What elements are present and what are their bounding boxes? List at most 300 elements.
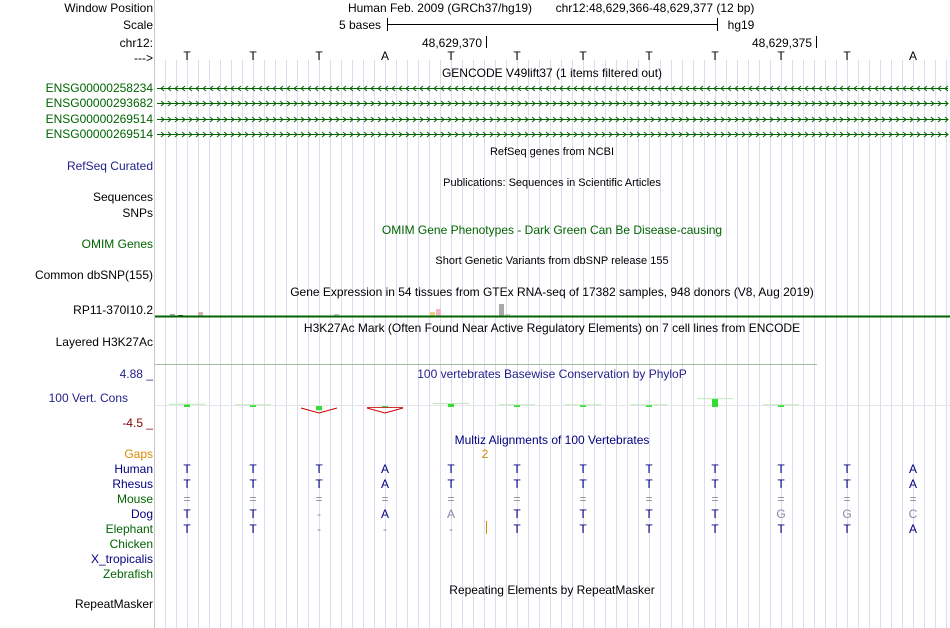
alignment-base: T [579,522,587,536]
gtex-bar [430,312,435,316]
strand-chevron [329,101,332,106]
strand-chevron [595,117,598,122]
strand-chevron [385,132,388,137]
strand-chevron [469,132,472,137]
strand-chevron [378,86,381,91]
strand-chevron [245,132,248,137]
strand-chevron [630,101,633,106]
species-label[interactable]: Human [114,462,153,476]
strand-chevron [189,86,192,91]
strand-chevron [889,132,892,137]
strand-chevron [413,132,416,137]
strand-chevron [938,86,941,91]
strand-chevron [399,86,402,91]
gencode-gene-1[interactable]: ENSG00000258234 [45,81,153,95]
strand-chevron [315,86,318,91]
strand-chevron [483,132,486,137]
strand-chevron [532,86,535,91]
strand-chevron [511,86,514,91]
strand-chevron [504,86,507,91]
refseq-label[interactable]: RefSeq Curated [66,159,153,173]
strand-chevron [259,86,262,91]
strand-chevron [805,101,808,106]
alignment-base: G [776,507,786,521]
repeatmasker-label[interactable]: RepeatMasker [74,597,153,611]
strand-chevron [875,117,878,122]
strand-chevron [798,86,801,91]
strand-chevron [679,132,682,137]
gencode-title: GENCODE V49lift37 (1 items filtered out) [441,66,663,80]
strand-chevron [357,101,360,106]
strand-chevron [847,101,850,106]
alignment-base: = [579,492,587,506]
strand-chevron [749,132,752,137]
strand-chevron [651,101,654,106]
strand-chevron [476,86,479,91]
strand-chevron [301,117,304,122]
strand-chevron [525,132,528,137]
strand-chevron [735,132,738,137]
strand-chevron [539,101,542,106]
species-label[interactable]: Mouse [116,492,153,506]
strand-chevron [406,86,409,91]
strand-chevron [623,117,626,122]
strand-chevron [357,117,360,122]
strand-chevron [581,132,584,137]
strand-chevron [581,101,584,106]
strand-chevron [868,101,871,106]
strand-chevron [371,101,374,106]
reference-base: T [579,49,587,63]
strand-chevron [287,86,290,91]
strand-chevron [770,117,773,122]
strand-chevron [182,117,185,122]
strand-chevron [441,86,444,91]
strand-chevron [161,86,164,91]
strand-chevron [210,117,213,122]
strand-chevron [707,132,710,137]
gencode-gene-4[interactable]: ENSG00000269514 [45,127,153,141]
alignment-base: T [183,522,191,536]
scale-db: hg19 [727,18,755,32]
strand-chevron [553,132,556,137]
strand-chevron [896,132,899,137]
strand-chevron [525,117,528,122]
strand-chevron [266,117,269,122]
strand-chevron [455,117,458,122]
strand-chevron [791,132,794,137]
strand-chevron [819,132,822,137]
alignment-base: T [843,462,851,476]
strand-chevron [343,86,346,91]
strand-chevron [168,132,171,137]
alignment-base: A [908,462,917,476]
strand-chevron [644,86,647,91]
strand-chevron [497,117,500,122]
strand-chevron [238,101,241,106]
strand-chevron [567,117,570,122]
strand-chevron [910,117,913,122]
strand-chevron [378,117,381,122]
reference-base: T [513,49,521,63]
species-label[interactable]: X_tropicalis [90,552,153,566]
strand-chevron [483,101,486,106]
strand-chevron [161,117,164,122]
strand-chevron [329,132,332,137]
strand-chevron [721,101,724,106]
gtex-bar [436,309,441,316]
strand-chevron [700,117,703,122]
strand-chevron [665,101,668,106]
strand-chevron [490,101,493,106]
strand-chevron [525,86,528,91]
species-label[interactable]: Elephant [105,522,153,536]
strand-chevron [357,86,360,91]
strand-chevron [742,101,745,106]
gtex-bar [499,304,504,316]
gencode-gene-2[interactable]: ENSG00000293682 [45,96,153,110]
strand-chevron [945,101,948,106]
strand-chevron [483,86,486,91]
alignment-base: T [315,462,323,476]
strand-chevron [735,117,738,122]
strand-chevron [413,101,416,106]
strand-chevron [336,101,339,106]
strand-chevron [504,101,507,106]
alignment-base: = [711,492,719,506]
strand-chevron [434,132,437,137]
strand-chevron [182,132,185,137]
strand-chevron [602,86,605,91]
strand-chevron [861,101,864,106]
strand-chevron [273,86,276,91]
strand-chevron [329,117,332,122]
strand-chevron [672,101,675,106]
h3k27ac-label[interactable]: Layered H3K27Ac [55,335,153,349]
strand-chevron [805,132,808,137]
strand-chevron [903,117,906,122]
phylop-label[interactable]: 100 Vert. Cons [48,391,128,405]
alignment-base: T [843,522,851,536]
repeatmasker-title: Repeating Elements by RepeatMasker [449,583,655,597]
strand-chevron [175,86,178,91]
strand-chevron [945,132,948,137]
strand-chevron [854,117,857,122]
strand-chevron [511,101,514,106]
strand-chevron [427,132,430,137]
strand-chevron [280,86,283,91]
strand-chevron [574,101,577,106]
strand-chevron [882,101,885,106]
strand-chevron [672,132,675,137]
strand-chevron [756,86,759,91]
strand-chevron [812,132,815,137]
strand-chevron [770,86,773,91]
strand-chevron [840,86,843,91]
gtex-title: Gene Expression in 54 tissues from GTEx RNA-seq of 17382 samples, 948 donors (V8, Aug 2019) [290,285,814,299]
strand-chevron [294,101,297,106]
strand-chevron [455,86,458,91]
strand-chevron [427,101,430,106]
strand-chevron [322,86,325,91]
strand-chevron [392,117,395,122]
strand-chevron [224,117,227,122]
strand-chevron [224,132,227,137]
phylop-bar [382,406,388,408]
strand-chevron [693,132,696,137]
phylop-bar [448,404,454,408]
strand-chevron [749,117,752,122]
strand-chevron [238,117,241,122]
alignment-base: T [249,522,257,536]
strand-chevron [742,117,745,122]
strand-chevron [826,86,829,91]
strand-chevron [168,101,171,106]
strand-chevron [343,117,346,122]
strand-chevron [714,132,717,137]
alignment-base: T [447,477,455,491]
strand-chevron [798,101,801,106]
alignment-base: = [183,492,191,506]
strand-chevron [791,86,794,91]
strand-chevron [840,117,843,122]
strand-chevron [497,132,500,137]
alignment-base: T [315,477,323,491]
strand-chevron [546,101,549,106]
strand-chevron [287,117,290,122]
strand-chevron [679,101,682,106]
strand-chevron [609,117,612,122]
strand-chevron [672,86,675,91]
strand-chevron [651,86,654,91]
scale-label: Scale [122,18,153,32]
strand-chevron [371,117,374,122]
chrom-label: chr12: [119,36,153,50]
strand-chevron [616,132,619,137]
strand-chevron [343,132,346,137]
omim-label[interactable]: OMIM Genes [81,237,153,251]
strand-chevron [224,101,227,106]
strand-chevron [511,132,514,137]
strand-chevron [238,86,241,91]
alignment-base: = [381,492,389,506]
alignment-base: T [183,507,191,521]
strand-chevron [567,101,570,106]
coord-1: 48,629,370 [421,36,483,50]
strand-chevron [581,117,584,122]
strand-chevron [861,86,864,91]
strand-chevron [756,101,759,106]
gaps-label: Gaps [124,447,153,461]
species-label[interactable]: Dog [130,507,153,521]
strand-chevron [854,132,857,137]
phylop-neg [367,408,403,413]
publications-snps-label[interactable]: SNPs [122,206,153,220]
strand-chevron [665,117,668,122]
strand-chevron [644,132,647,137]
strand-chevron [721,86,724,91]
strand-chevron [189,132,192,137]
strand-chevron [945,117,948,122]
dbsnp-label[interactable]: Common dbSNP(155) [34,268,153,282]
publications-sequences-label[interactable]: Sequences [92,190,153,204]
alignment-base: T [711,462,719,476]
strand-chevron [504,117,507,122]
strand-chevron [420,132,423,137]
strand-chevron [889,101,892,106]
strand-chevron [182,101,185,106]
strand-chevron [385,86,388,91]
strand-chevron [798,132,801,137]
strand-chevron [322,117,325,122]
gtex-bar [178,315,183,316]
strand-chevron [616,101,619,106]
strand-chevron [175,132,178,137]
strand-chevron [448,86,451,91]
strand-chevron [518,117,521,122]
strand-chevron [917,117,920,122]
strand-chevron [616,86,619,91]
strand-chevron [434,86,437,91]
alignment-base: T [249,507,257,521]
strand-chevron [784,86,787,91]
strand-chevron [763,86,766,91]
strand-chevron [567,132,570,137]
gap-count: 2 [481,447,489,461]
species-label[interactable]: Rhesus [112,477,153,491]
strand-chevron [609,101,612,106]
species-label[interactable]: Chicken [109,537,153,551]
strand-chevron [875,132,878,137]
strand-chevron [931,86,934,91]
strand-chevron [924,132,927,137]
strand-chevron [560,86,563,91]
strand-chevron [175,117,178,122]
strand-chevron [791,101,794,106]
strand-chevron [336,86,339,91]
strand-chevron [553,101,556,106]
strand-chevron [707,101,710,106]
strand-chevron [539,117,542,122]
strand-chevron [210,101,213,106]
alignment-base: A [380,507,389,521]
phylop-min-label: -4.5 _ [122,416,153,430]
strand-chevron [938,117,941,122]
strand-chevron [329,86,332,91]
position-text: chr12:48,629,366-48,629,377 (12 bp) [555,1,755,15]
strand-chevron [560,132,563,137]
strand-chevron [308,117,311,122]
strand-chevron [875,101,878,106]
strand-chevron [784,132,787,137]
strand-chevron [686,117,689,122]
strand-chevron [420,101,423,106]
strand-chevron [322,101,325,106]
alignment-base: T [579,462,587,476]
strand-chevron [903,132,906,137]
strand-chevron [413,117,416,122]
strand-chevron [854,101,857,106]
strand-chevron [770,132,773,137]
alignment-base: - [449,522,453,536]
strand-chevron [273,117,276,122]
strand-chevron [763,117,766,122]
strand-chevron [910,86,913,91]
strand-chevron [931,132,934,137]
strand-chevron [581,86,584,91]
strand-chevron [259,132,262,137]
strand-chevron [308,86,311,91]
strand-chevron [700,132,703,137]
dbsnp-title: Short Genetic Variants from dbSNP release 155 [435,255,669,267]
strand-chevron [749,86,752,91]
alignment-base: - [317,507,321,521]
strand-chevron [245,117,248,122]
strand-chevron [196,101,199,106]
strand-chevron [448,132,451,137]
strand-chevron [847,86,850,91]
strand-chevron [301,132,304,137]
strand-chevron [294,86,297,91]
strand-chevron [707,117,710,122]
strand-chevron [735,101,738,106]
strand-chevron [812,101,815,106]
strand-chevron [693,86,696,91]
reference-base: T [711,49,719,63]
strand-chevron [819,117,822,122]
gtex-gene-label[interactable]: RP11-370I10.2 [73,303,153,317]
strand-chevron [728,86,731,91]
strand-chevron [539,132,542,137]
alignment-base: T [447,462,455,476]
strand-chevron [315,132,318,137]
strand-chevron [336,117,339,122]
reference-base: T [249,49,257,63]
strand-chevron [294,132,297,137]
strand-chevron [252,132,255,137]
species-label[interactable]: Zebrafish [102,567,153,581]
alignment-base: = [777,492,785,506]
strand-chevron [532,101,535,106]
strand-chevron [826,117,829,122]
scale-value: 5 bases [338,18,382,32]
strand-chevron [889,86,892,91]
strand-chevron [350,132,353,137]
strand-chevron [847,117,850,122]
strand-chevron [623,86,626,91]
strand-chevron [315,101,318,106]
strand-chevron [791,117,794,122]
phylop-neg [301,408,337,413]
strand-chevron [665,86,668,91]
strand-chevron [742,132,745,137]
alignment-base: T [513,477,521,491]
strand-chevron [518,86,521,91]
strand-chevron [756,117,759,122]
strand-chevron [896,101,899,106]
strand-chevron [749,101,752,106]
reference-base: T [645,49,653,63]
strand-chevron [777,86,780,91]
strand-chevron [882,86,885,91]
alignment-base: T [777,477,785,491]
alignment-base: T [513,522,521,536]
strand-chevron [455,132,458,137]
strand-chevron [406,132,409,137]
strand-chevron [721,117,724,122]
strand-chevron [455,101,458,106]
gencode-gene-3[interactable]: ENSG00000269514 [45,112,153,126]
